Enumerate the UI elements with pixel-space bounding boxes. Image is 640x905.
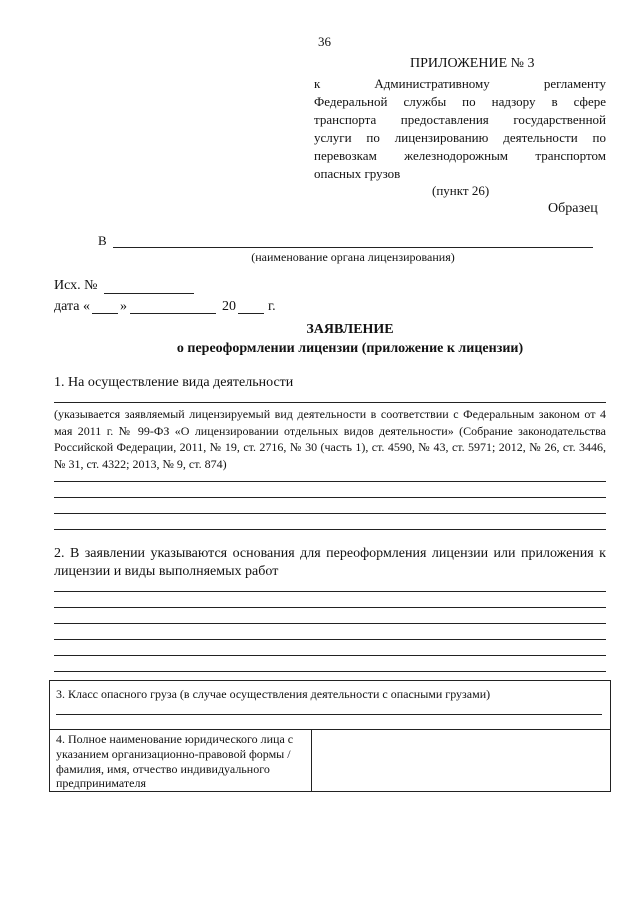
document-title: ЗАЯВЛЕНИЕ (306, 322, 394, 337)
section1-note: (указывается заявляемый лицензируемый вид деятельности в соответствии с Федеральным законом от 4 мая 2011 г. № 99-ФЗ «О лицензировании отдельных видов деятельности» (Собрание законодательства Российской Федерации, 2011, № 19, ст. 2716, № 30 (часть 1), ст. 4590, № 43, ст. 5971; 2012, № 26, ст. 3446, № 31, ст. 4322; 2013, № 9, ст. 874) (54, 407, 606, 471)
outgoing-number-label: Исх. № (54, 278, 98, 293)
outgoing-number-field[interactable] (104, 293, 194, 294)
appendix-title: ПРИЛОЖЕНИЕ № 3 (410, 56, 535, 71)
year-field[interactable] (238, 313, 264, 314)
table-row-4 (49, 729, 611, 792)
row3-label: 3. Класс опасного груза (в случае осуществления деятельности с опасными грузами) (56, 687, 491, 701)
appendix-text-3: транспорта предоставления государственной (314, 112, 606, 127)
addressee-prefix: В (98, 233, 107, 248)
date-day-field[interactable] (92, 313, 118, 314)
addressee-field[interactable] (113, 247, 593, 248)
row3-field[interactable] (56, 714, 602, 715)
appendix-text-5: перевозкам железнодорожным транспортом (314, 148, 606, 163)
section1-line-2[interactable] (54, 497, 606, 498)
date-label: дата « (54, 299, 90, 314)
sample-label: Образец (548, 201, 598, 216)
date-month-field[interactable] (130, 313, 216, 314)
section2-line-3[interactable] (54, 623, 606, 624)
appendix-text-6: опасных грузов (314, 166, 401, 181)
section1-line-1[interactable] (54, 481, 606, 482)
section1-line-3[interactable] (54, 513, 606, 514)
section1-field[interactable] (54, 402, 606, 403)
appendix-text-2: Федеральной службы по надзору в сфере (314, 94, 606, 109)
row4-label: 4. Полное наименование юридического лица с указанием организационно-правовой формы / фамилия, имя, отчество индивидуального предпринимателя (56, 732, 294, 791)
page-number: 36 (318, 34, 331, 49)
section1-line-4[interactable] (54, 529, 606, 530)
appendix-point: (пункт 26) (432, 183, 490, 198)
addressee-caption: (наименование органа лицензирования) (251, 250, 455, 264)
table-row-3 (49, 680, 611, 730)
year-suffix: г. (268, 299, 276, 314)
date-quote: » (120, 299, 127, 314)
year-prefix: 20 (222, 299, 236, 314)
section2-line-4[interactable] (54, 639, 606, 640)
section2-line-6[interactable] (54, 671, 606, 672)
section2-line-5[interactable] (54, 655, 606, 656)
appendix-text-4: услуги по лицензированию деятельности по (314, 130, 606, 145)
section2-label: 2. В заявлении указываются основания для переоформления лицензии или приложения к лицензии и виды выполняемых работ (54, 546, 606, 579)
section2-line-2[interactable] (54, 607, 606, 608)
section2-line-1[interactable] (54, 591, 606, 592)
row4-value-cell[interactable] (312, 730, 610, 791)
document-subtitle: о переоформлении лицензии (приложение к лицензии) (176, 341, 524, 356)
section1-label: 1. На осуществление вида деятельности (54, 375, 294, 390)
appendix-text-1: к Административному регламенту (314, 76, 606, 91)
